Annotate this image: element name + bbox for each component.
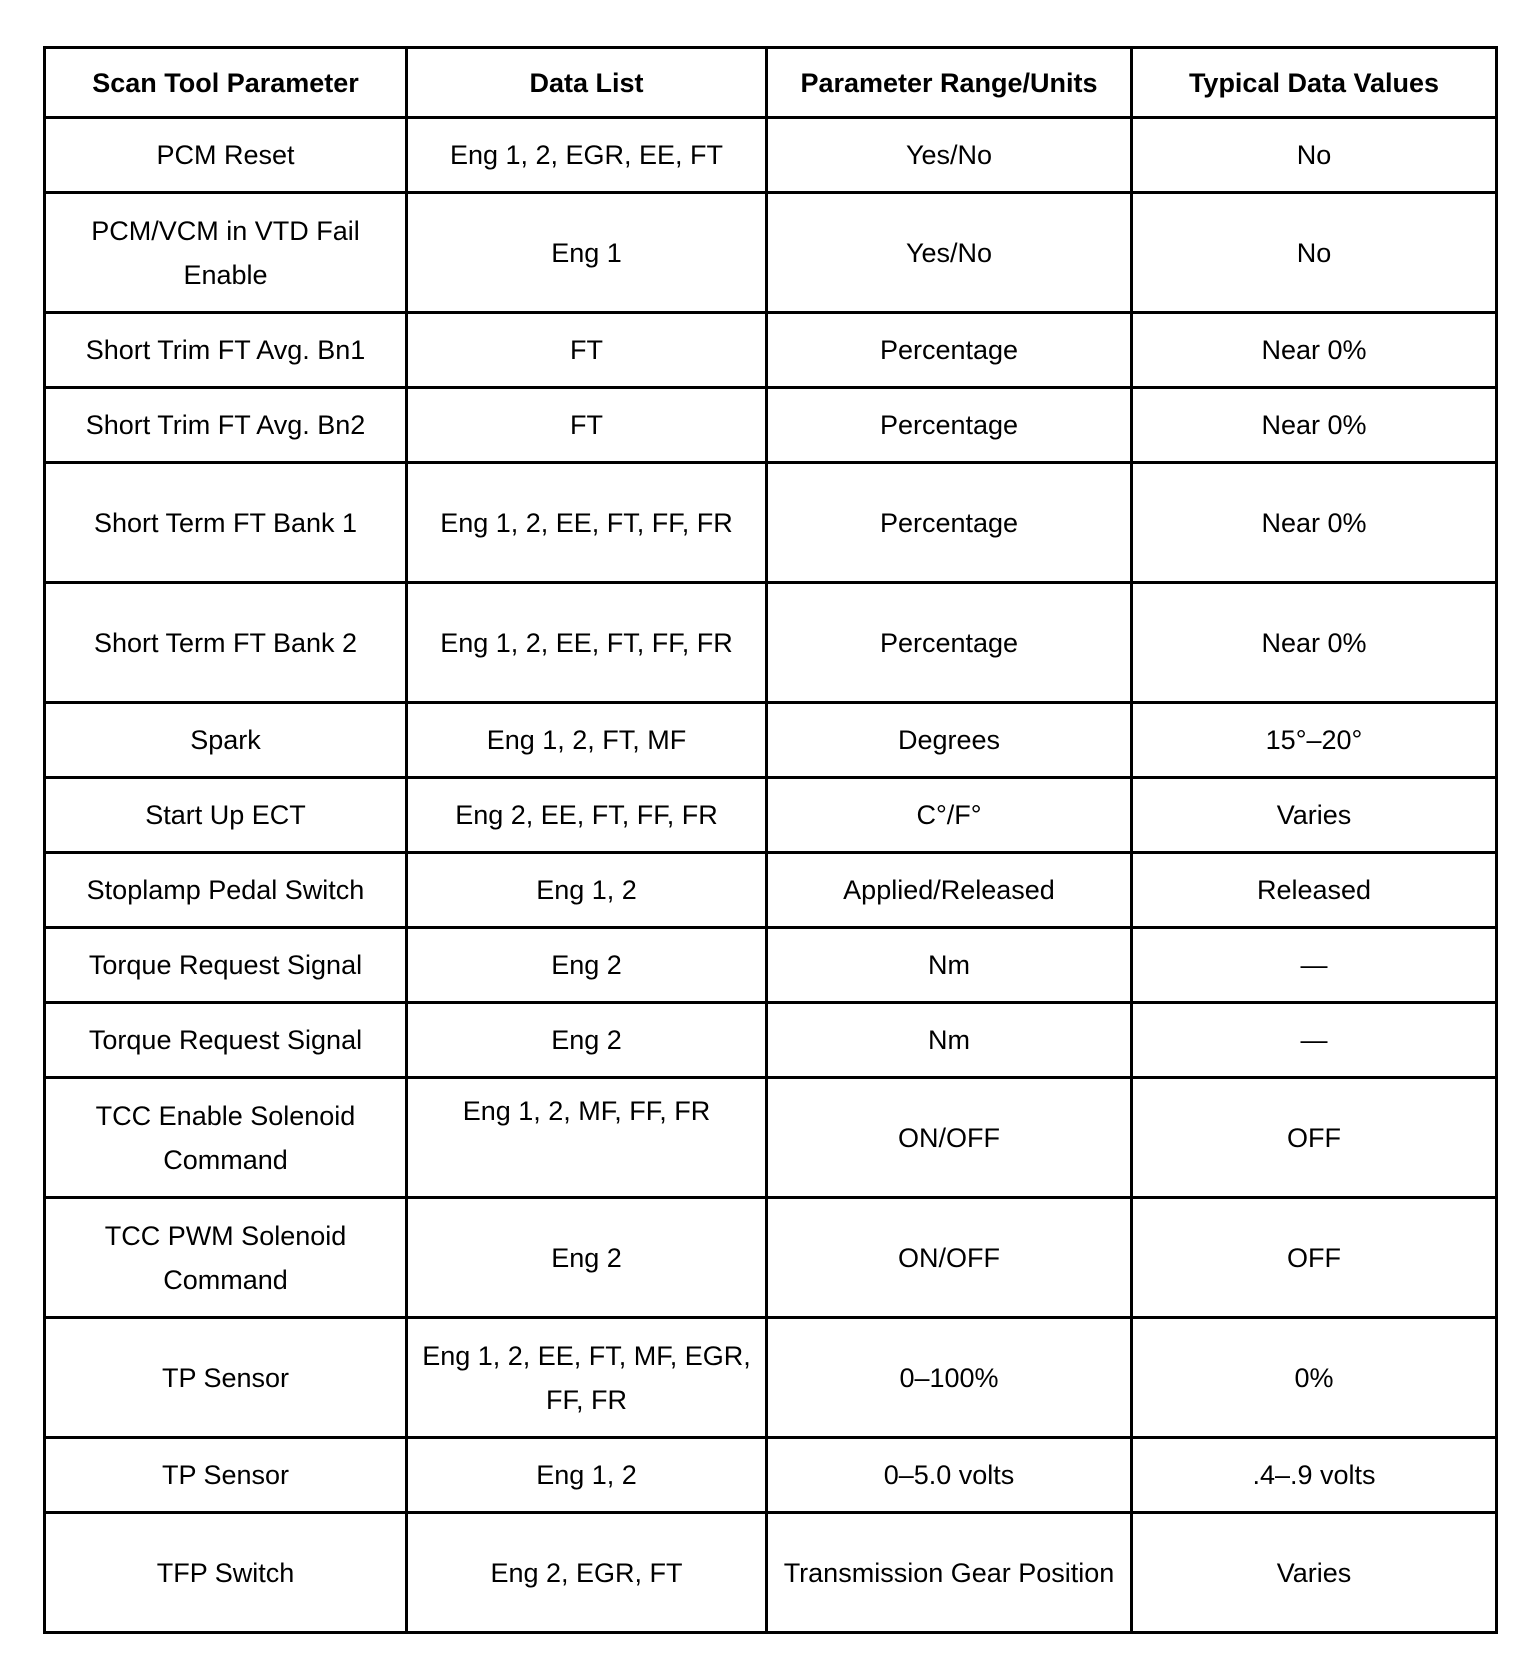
table-row — [45, 313, 1497, 388]
table-row — [45, 1078, 1497, 1198]
table-row — [45, 1198, 1497, 1318]
cell-parameter: Short Term FT Bank 2 — [45, 583, 407, 703]
cell-parameter: Short Term FT Bank 1 — [45, 463, 407, 583]
header-data-list: Data List — [407, 48, 767, 118]
cell-data-list: Eng 2, EE, FT, FF, FR — [407, 778, 767, 853]
cell-range-units: Percentage — [767, 583, 1132, 703]
table-row — [45, 583, 1497, 703]
cell-parameter: Start Up ECT — [45, 778, 407, 853]
cell-typical-value: No — [1132, 118, 1497, 193]
cell-range-units: Nm — [767, 928, 1132, 1003]
table-header-row — [45, 48, 1497, 118]
cell-data-list: Eng 1, 2, EE, FT, MF, EGR, FF, FR — [407, 1318, 767, 1438]
header-typical-data-values: Typical Data Values — [1132, 48, 1497, 118]
cell-parameter: Short Trim FT Avg. Bn1 — [45, 313, 407, 388]
header-parameter-range-units: Parameter Range/Units — [767, 48, 1132, 118]
cell-range-units: 0–5.0 volts — [767, 1438, 1132, 1513]
cell-typical-value: OFF — [1132, 1078, 1497, 1198]
table-row — [45, 703, 1497, 778]
table-row — [45, 853, 1497, 928]
cell-range-units: Percentage — [767, 463, 1132, 583]
cell-parameter: Torque Request Signal — [45, 1003, 407, 1078]
cell-range-units: Percentage — [767, 388, 1132, 463]
cell-data-list: Eng 1 — [407, 193, 767, 313]
cell-typical-value: Near 0% — [1132, 388, 1497, 463]
cell-data-list: FT — [407, 388, 767, 463]
cell-parameter: TFP Switch — [45, 1513, 407, 1633]
cell-parameter: TP Sensor — [45, 1438, 407, 1513]
cell-range-units: ON/OFF — [767, 1078, 1132, 1198]
cell-data-list: Eng 2 — [407, 1003, 767, 1078]
table-row — [45, 928, 1497, 1003]
cell-data-list: Eng 1, 2 — [407, 1438, 767, 1513]
cell-typical-value: Varies — [1132, 1513, 1497, 1633]
cell-data-list: Eng 1, 2, EGR, EE, FT — [407, 118, 767, 193]
cell-typical-value: Near 0% — [1132, 313, 1497, 388]
table-row — [45, 1513, 1497, 1633]
cell-range-units: ON/OFF — [767, 1198, 1132, 1318]
cell-typical-value: 0% — [1132, 1318, 1497, 1438]
table-row — [45, 1003, 1497, 1078]
table-row — [45, 118, 1497, 193]
table-row — [45, 193, 1497, 313]
cell-range-units: Transmission Gear Position — [767, 1513, 1132, 1633]
cell-range-units: 0–100% — [767, 1318, 1132, 1438]
table-row — [45, 463, 1497, 583]
table-row — [45, 778, 1497, 853]
cell-data-list: Eng 1, 2 — [407, 853, 767, 928]
cell-range-units: Yes/No — [767, 118, 1132, 193]
cell-parameter: PCM Reset — [45, 118, 407, 193]
cell-parameter: Short Trim FT Avg. Bn2 — [45, 388, 407, 463]
table-row — [45, 388, 1497, 463]
cell-typical-value: OFF — [1132, 1198, 1497, 1318]
cell-typical-value: Released — [1132, 853, 1497, 928]
cell-range-units: Degrees — [767, 703, 1132, 778]
cell-parameter: Torque Request Signal — [45, 928, 407, 1003]
cell-range-units: Percentage — [767, 313, 1132, 388]
cell-parameter: TCC Enable Solenoid Command — [45, 1078, 407, 1198]
cell-data-list: FT — [407, 313, 767, 388]
cell-data-list: Eng 2 — [407, 928, 767, 1003]
cell-typical-value: — — [1132, 1003, 1497, 1078]
cell-data-list: Eng 2 — [407, 1198, 767, 1318]
cell-typical-value: .4–.9 volts — [1132, 1438, 1497, 1513]
header-scan-tool-parameter: Scan Tool Parameter — [45, 48, 407, 118]
scan-tool-parameter-table — [43, 46, 1498, 1634]
cell-range-units: C°/F° — [767, 778, 1132, 853]
cell-data-list: Eng 1, 2, MF, FF, FR — [407, 1078, 767, 1198]
cell-range-units: Yes/No — [767, 193, 1132, 313]
cell-parameter: TP Sensor — [45, 1318, 407, 1438]
cell-typical-value: Varies — [1132, 778, 1497, 853]
cell-parameter: Stoplamp Pedal Switch — [45, 853, 407, 928]
cell-typical-value: Near 0% — [1132, 583, 1497, 703]
cell-range-units: Applied/Released — [767, 853, 1132, 928]
cell-typical-value: No — [1132, 193, 1497, 313]
table-row — [45, 1318, 1497, 1438]
cell-typical-value: Near 0% — [1132, 463, 1497, 583]
cell-typical-value: 15°–20° — [1132, 703, 1497, 778]
cell-data-list: Eng 2, EGR, FT — [407, 1513, 767, 1633]
cell-data-list: Eng 1, 2, EE, FT, FF, FR — [407, 463, 767, 583]
cell-range-units: Nm — [767, 1003, 1132, 1078]
cell-typical-value: — — [1132, 928, 1497, 1003]
cell-parameter: TCC PWM Solenoid Command — [45, 1198, 407, 1318]
cell-parameter: Spark — [45, 703, 407, 778]
cell-parameter: PCM/VCM in VTD Fail Enable — [45, 193, 407, 313]
cell-data-list: Eng 1, 2, EE, FT, FF, FR — [407, 583, 767, 703]
table-row — [45, 1438, 1497, 1513]
cell-data-list: Eng 1, 2, FT, MF — [407, 703, 767, 778]
